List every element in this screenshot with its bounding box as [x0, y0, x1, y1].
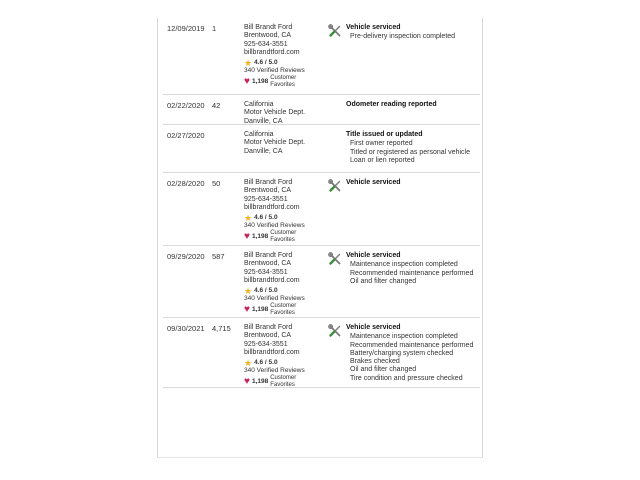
star-icon: ★: [244, 286, 253, 297]
dealer-rating: [244, 59, 330, 67]
event-detail: Maintenance inspection completed: [350, 333, 458, 341]
dealer-rating: [244, 359, 330, 367]
history-record-row: [163, 95, 480, 125]
source-website-link[interactable]: billbrandtford.com: [244, 48, 300, 56]
wrench-screwdriver-icon: [328, 252, 342, 266]
verified-reviews-link[interactable]: 340 Verified Reviews: [244, 295, 305, 303]
record-source: [244, 324, 330, 388]
star-icon: ★: [244, 58, 253, 69]
history-record-row: [163, 246, 480, 318]
record-odometer: 42: [212, 101, 221, 110]
favorites-count: 1,198: [251, 305, 269, 313]
event-title: Title issued or updated: [346, 131, 423, 138]
source-line: 925-634-3551: [244, 340, 288, 348]
wrench-screwdriver-icon: [328, 324, 342, 338]
record-date: 02/27/2020: [167, 131, 205, 140]
star-icon: ★: [244, 358, 253, 369]
record-date: 12/09/2019: [167, 24, 205, 33]
heart-icon: ♥: [244, 304, 250, 316]
record-comments: [346, 179, 476, 188]
source-line: Bill Brandt Ford: [244, 179, 293, 186]
source-line: Brentwood, CA: [244, 332, 292, 340]
wrench-screwdriver-icon: [328, 24, 342, 38]
record-odometer: 1: [212, 24, 217, 33]
record-odometer: 587: [212, 252, 225, 261]
wrench-screwdriver-icon: [328, 179, 342, 193]
dealer-rating: [244, 287, 330, 295]
record-comments: [346, 24, 476, 42]
source-line: Bill Brandt Ford: [244, 324, 293, 331]
source-line: Brentwood, CA: [244, 32, 292, 40]
record-date: 09/29/2020: [167, 252, 205, 261]
record-comments: [346, 131, 476, 165]
history-record-row: [163, 125, 480, 173]
event-detail: Oil and filter changed: [350, 277, 417, 285]
event-title: Vehicle serviced: [346, 24, 401, 31]
history-record-row: [163, 173, 480, 246]
customer-favorites: [244, 230, 330, 243]
star-icon: ★: [244, 213, 253, 224]
source-line: Motor Vehicle Dept.: [244, 109, 306, 117]
source-website-link[interactable]: billbrandtford.com: [244, 203, 300, 211]
event-title: Vehicle serviced: [346, 324, 401, 331]
rating-value: 4.6 / 5.0: [254, 359, 278, 367]
source-line: California: [244, 131, 274, 138]
source-line: 925-634-3551: [244, 268, 288, 276]
event-detail: Loan or lien reported: [350, 156, 415, 164]
favorites-count: 1,198: [251, 77, 269, 85]
history-record-row: [163, 318, 480, 388]
source-line: Bill Brandt Ford: [244, 252, 293, 259]
heart-icon: ♥: [244, 231, 250, 243]
record-comments: [346, 324, 476, 383]
record-source: [244, 101, 330, 126]
event-detail: Recommended maintenance performed: [350, 341, 474, 349]
record-source: [244, 131, 330, 156]
rating-value: 4.6 / 5.0: [254, 214, 278, 222]
favorites-label: Customer Favorites: [270, 75, 297, 88]
event-title: Vehicle serviced: [346, 252, 401, 259]
customer-favorites: [244, 303, 330, 316]
event-detail: Maintenance inspection completed: [350, 261, 458, 269]
rating-value: 4.6 / 5.0: [254, 287, 278, 295]
event-detail: First owner reported: [350, 140, 413, 148]
record-source: [244, 179, 330, 243]
heart-icon: ♥: [244, 76, 250, 88]
favorites-count: 1,198: [251, 232, 269, 240]
event-detail: Recommended maintenance performed: [350, 269, 474, 277]
history-record-row: [163, 18, 480, 95]
favorites-label: Customer Favorites: [270, 375, 297, 388]
source-line: Brentwood, CA: [244, 260, 292, 268]
event-detail: Brakes checked: [350, 358, 400, 366]
event-title: Vehicle serviced: [346, 179, 401, 186]
favorites-label: Customer Favorites: [270, 303, 297, 316]
event-detail: Battery/charging system checked: [350, 349, 454, 357]
source-line: Danville, CA: [244, 147, 283, 155]
record-source: [244, 252, 330, 316]
record-source: [244, 24, 330, 88]
record-odometer: 4,715: [212, 324, 231, 333]
customer-favorites: [244, 375, 330, 388]
event-detail: Oil and filter changed: [350, 366, 417, 374]
dealer-rating: [244, 214, 330, 222]
event-detail: Titled or registered as personal vehicle: [350, 148, 470, 156]
record-date: 09/30/2021: [167, 324, 205, 333]
record-comments: [346, 252, 476, 286]
heart-icon: ♥: [244, 376, 250, 388]
source-website-link[interactable]: billbrandtford.com: [244, 276, 300, 284]
customer-favorites: [244, 75, 330, 88]
event-detail: Pre-delivery inspection completed: [350, 33, 456, 41]
source-website-link[interactable]: billbrandtford.com: [244, 348, 300, 356]
record-date: 02/28/2020: [167, 179, 205, 188]
record-odometer: 50: [212, 179, 221, 188]
verified-reviews-link[interactable]: 340 Verified Reviews: [244, 367, 305, 375]
event-title: Odometer reading reported: [346, 101, 437, 108]
verified-reviews-link[interactable]: 340 Verified Reviews: [244, 67, 305, 75]
record-comments: [346, 101, 476, 110]
favorites-count: 1,198: [251, 377, 269, 385]
source-line: Danville, CA: [244, 117, 283, 125]
source-line: Bill Brandt Ford: [244, 24, 293, 31]
source-line: Motor Vehicle Dept.: [244, 139, 306, 147]
event-detail: Tire condition and pressure checked: [350, 374, 463, 382]
source-line: 925-634-3551: [244, 195, 288, 203]
favorites-label: Customer Favorites: [270, 230, 297, 243]
record-date: 02/22/2020: [167, 101, 205, 110]
rating-value: 4.6 / 5.0: [254, 59, 278, 67]
source-line: 925-634-3551: [244, 40, 288, 48]
source-line: California: [244, 101, 274, 108]
verified-reviews-link[interactable]: 340 Verified Reviews: [244, 222, 305, 230]
source-line: Brentwood, CA: [244, 187, 292, 195]
